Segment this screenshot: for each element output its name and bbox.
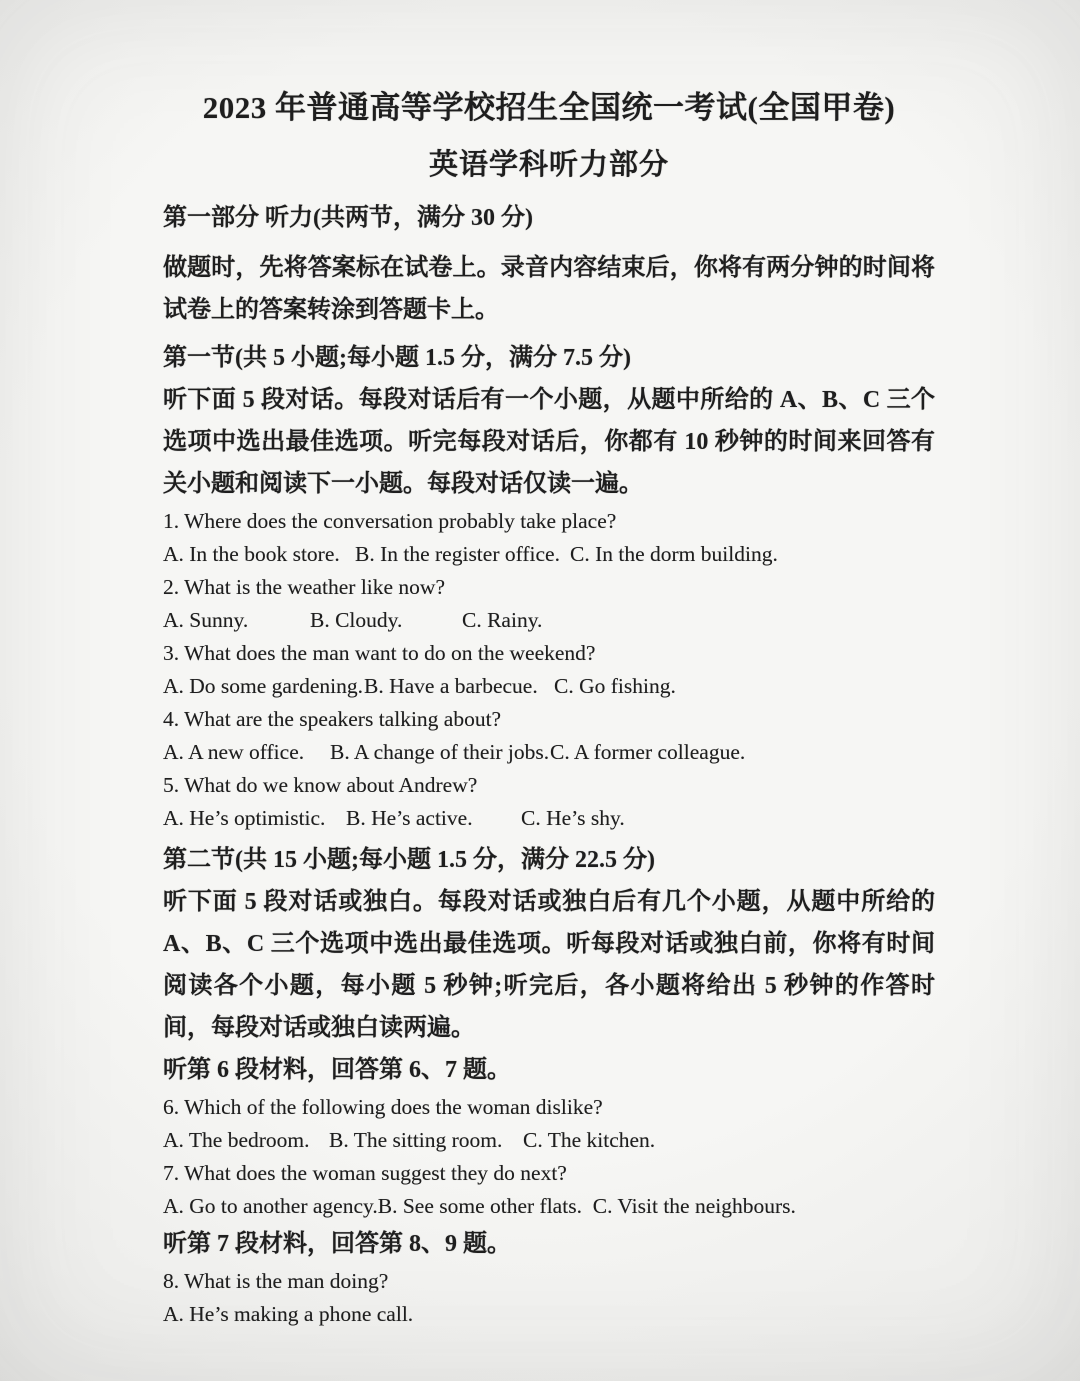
question-7-options: [163, 1190, 935, 1223]
question-7-option-a: A. Go to another agency.: [163, 1194, 378, 1218]
question-7: [163, 1157, 935, 1223]
question-2-option-c: C. Rainy.: [462, 608, 543, 632]
question-7-option-c: C. Visit the neighbours.: [592, 1194, 796, 1218]
question-4-option-b: B. A change of their jobs.: [330, 740, 550, 764]
question-3-option-b: B. Have a barbecue.: [364, 674, 538, 698]
question-5-option-c: C. He’s shy.: [521, 806, 625, 830]
section1-instructions: 听下面 5 段对话。每段对话后有一个小题，从题中所给的 A、B、C 三个选项中选出最佳选项。听完每段对话后，你都有 10 秒钟的时间来回答有关小题和阅读下一小题。每段对话仅读一遍。: [163, 387, 935, 497]
question-3-text: 3. What does the man want to do on the weekend?: [163, 641, 596, 665]
question-5-option-b: B. He’s active.: [346, 806, 473, 830]
question-2: [163, 571, 935, 637]
question-4: [163, 703, 935, 769]
question-2-options: [163, 604, 935, 637]
question-1-options: [163, 538, 935, 571]
question-3-options: [163, 670, 935, 703]
question-1-option-a: A. In the book store.: [163, 542, 340, 566]
question-4-options: [163, 736, 935, 769]
question-2-text: 2. What is the weather like now?: [163, 575, 445, 599]
question-6: [163, 1091, 935, 1157]
question-3: [163, 637, 935, 703]
question-5: [163, 769, 935, 835]
question-5-option-a: A. He’s optimistic.: [163, 806, 326, 830]
section2-heading: 第二节(共 15 小题;每小题 1.5 分，满分 22.5 分): [163, 847, 655, 873]
question-3-option-c: C. Go fishing.: [554, 674, 676, 698]
question-5-text: 5. What do we know about Andrew?: [163, 773, 478, 797]
section1-heading: 第一节(共 5 小题;每小题 1.5 分，满分 7.5 分): [163, 345, 631, 371]
question-8: [163, 1265, 935, 1331]
question-1-text: 1. Where does the conversation probably take place?: [163, 509, 617, 533]
question-8-text: 8. What is the man doing?: [163, 1269, 389, 1293]
material-7-heading: 听第 7 段材料，回答第 8、9 题。: [163, 1231, 511, 1257]
question-6-option-a: A. The bedroom.: [163, 1128, 310, 1152]
question-3-option-a: A. Do some gardening.: [163, 674, 364, 698]
question-5-options: [163, 802, 935, 835]
question-6-options: [163, 1124, 935, 1157]
question-2-option-a: A. Sunny.: [163, 608, 249, 632]
question-6-text: 6. Which of the following does the woman dislike?: [163, 1095, 603, 1119]
question-2-option-b: B. Cloudy.: [310, 608, 403, 632]
question-6-option-b: B. The sitting room.: [329, 1128, 503, 1152]
part1-heading: 第一部分 听力(共两节，满分 30 分): [163, 205, 533, 231]
section2-instructions: 听下面 5 段对话或独白。每段对话或独白后有几个小题，从题中所给的 A、B、C 三个选项中选出最佳选项。听每段对话或独白前，你将有时间阅读各个小题，每小题 5 秒钟;听完后，各小题将给出 5 秒钟的作答时间，每段对话或独白读两遍。: [163, 889, 935, 1041]
question-1-option-c: C. In the dorm building.: [570, 542, 778, 566]
question-1-option-b: B. In the register office.: [355, 542, 560, 566]
question-4-option-c: C. A former colleague.: [550, 740, 746, 764]
question-4-text: 4. What are the speakers talking about?: [163, 707, 502, 731]
question-6-option-c: C. The kitchen.: [523, 1128, 656, 1152]
question-8-options: [163, 1298, 935, 1331]
question-7-option-b: B. See some other flats.: [377, 1194, 582, 1218]
question-1: [163, 505, 935, 571]
material-6-heading: 听第 6 段材料，回答第 6、7 题。: [163, 1057, 511, 1083]
question-8-option-a: A. He’s making a phone call.: [163, 1302, 414, 1326]
exam-title: 2023 年普通高等学校招生全国统一考试(全国甲卷): [202, 90, 896, 125]
part1-instructions: 做题时，先将答案标在试卷上。录音内容结束后，你将有两分钟的时间将试卷上的答案转涂到答题卡上。: [163, 255, 935, 323]
question-7-text: 7. What does the woman suggest they do next?: [163, 1161, 567, 1185]
question-4-option-a: A. A new office.: [163, 740, 305, 764]
exam-subtitle: 英语学科听力部分: [428, 149, 669, 181]
